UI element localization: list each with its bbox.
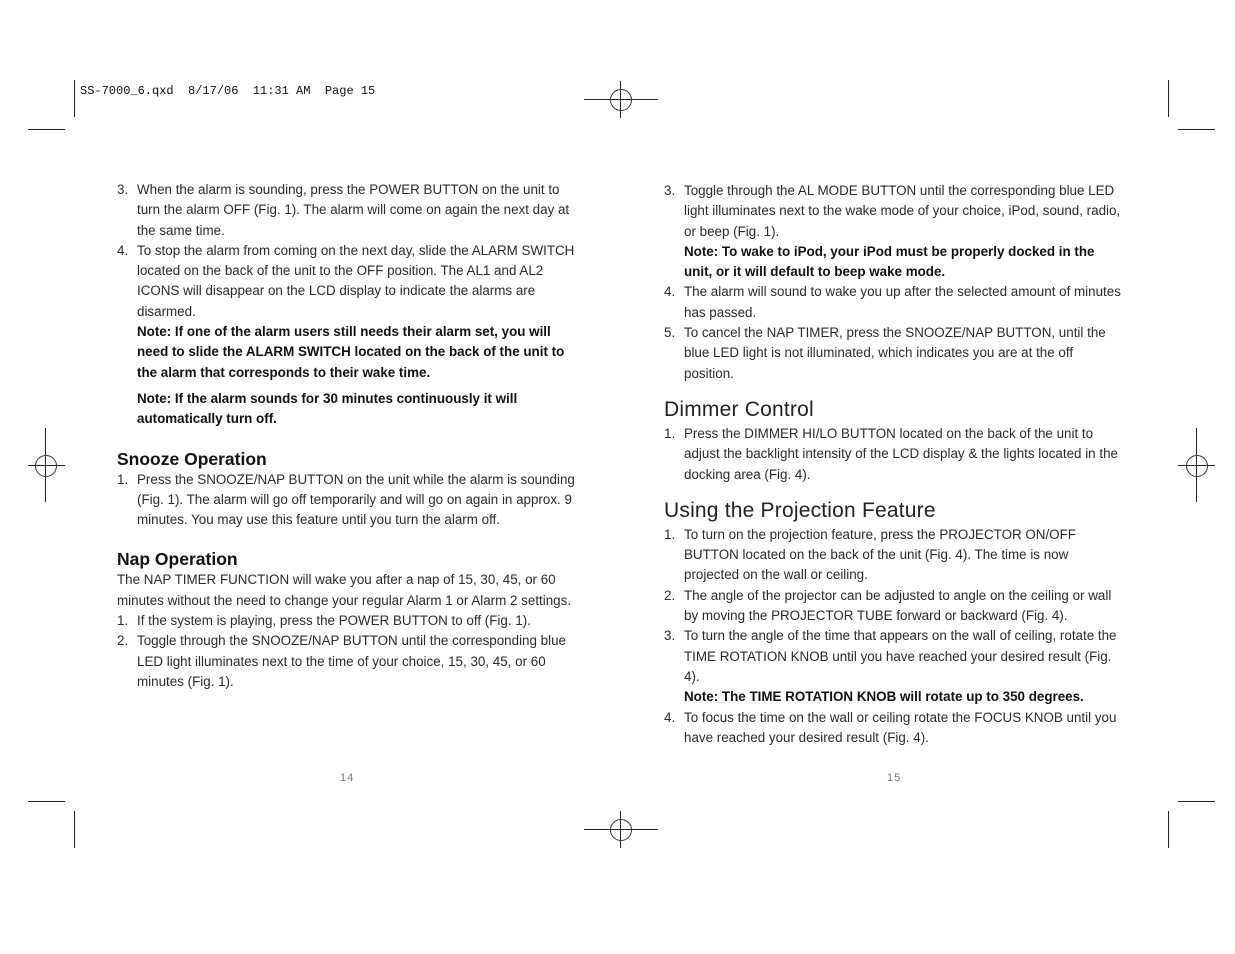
list-item: 1. Press the DIMMER HI/LO BUTTON located on the back of the unit to adjust the backlight intensity of the LCD display & the lights located in the docking area (Fig. 4). [664,425,1118,482]
note-alarm-users: Note: If one of the alarm users still needs their alarm set, you will need to slide the ALARM SWITCH located on the back of the unit to the alarm that corresponds to their wake time. [137,324,565,380]
note-time-rotation: Note: The TIME ROTATION KNOB will rotate up to 350 degrees. [684,689,1084,705]
list-item: 3. To turn the angle of the time that appears on the wall of ceiling, rotate the TIME ROTATION KNOB until you have reached your desired result (Fig. 4). [664,628,1117,684]
list-item: 3. Toggle through the AL MODE BUTTON until the corresponding blue LED light illuminates next to the wake mode of your choice, iPod, sound, radio, or beep (Fig. 1). [664,183,1121,239]
list-item: 1. Press the SNOOZE/NAP BUTTON on the unit while the alarm is sounding (Fig. 1). The alarm will go off temporarily and will go on again in approx. 9 minutes. You may use this feature until you turn the alarm off. [117,471,575,528]
list-item: 1. If the system is playing, press the POWER BUTTON to off (Fig. 1). [117,613,531,629]
list-item: 5. To cancel the NAP TIMER, press the SNOOZE/NAP BUTTON, until the blue LED light is not illuminated, which indicates you are at the off position. [664,325,1106,381]
right-page-column [664,181,1126,748]
nap-intro: The NAP TIMER FUNCTION will wake you after a nap of 15, 30, 45, or 60 minutes without the need to change your regular Alarm 1 or Alarm 2 settings. [117,572,572,608]
left-page-column [117,180,580,692]
list-item: 4. To stop the alarm from coming on the next day, slide the ALARM SWITCH located on the back of the unit to the OFF position. The AL1 and AL2 ICONS will disappear on the LCD display to indicate the alarms are disarmed. [117,242,575,319]
nap-heading: Nap Operation [117,549,238,570]
note-auto-off: Note: If the alarm sounds for 30 minutes continuously it will automatically turn off. [137,390,518,427]
note-ipod: Note: To wake to iPod, your iPod must be properly docked in the unit, or it will default to beep wake mode. [684,243,1095,280]
list-item: 4. To focus the time on the wall or ceiling rotate the FOCUS KNOB until you have reached your desired result (Fig. 4). [664,709,1117,745]
projection-heading: Using the Projection Feature [664,498,936,522]
page-number-right: 15 [887,772,902,784]
page-number-left: 14 [340,772,355,784]
print-slug: SS-7000_6.qxd 8/17/06 11:31 AM Page 15 [80,84,376,98]
snooze-heading: Snooze Operation [117,448,267,469]
dimmer-heading: Dimmer Control [664,397,814,421]
list-item: 1. To turn on the projection feature, press the PROJECTOR ON/OFF BUTTON located on the back of the unit (Fig. 4). The time is now projected on the wall or ceiling. [664,526,1076,583]
list-item: 3. When the alarm is sounding, press the POWER BUTTON on the unit to turn the alarm OFF (Fig. 1). The alarm will come on again the next day at the same time. [117,182,570,238]
list-item: 2. Toggle through the SNOOZE/NAP BUTTON until the corresponding blue LED light illuminates next to the time of your choice, 15, 30, 45, or 60 minutes (Fig. 1). [117,633,566,689]
list-item: 4. The alarm will sound to wake you up after the selected amount of minutes has passed. [664,284,1121,320]
list-item: 2. The angle of the projector can be adjusted to angle on the ceiling or wall by moving the PROJECTOR TUBE forward or backward (Fig. 4). [664,587,1112,624]
